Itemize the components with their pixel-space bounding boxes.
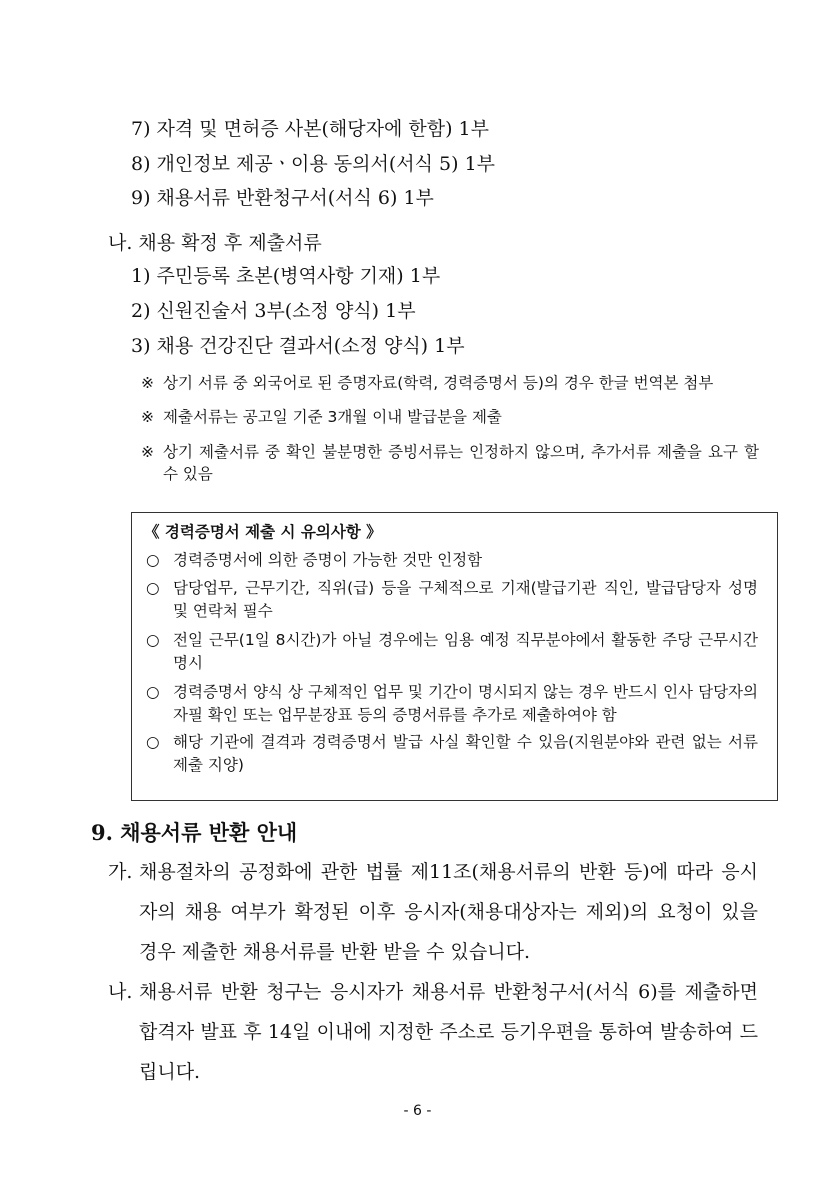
caution-box-title: 《 경력증명서 제출 시 유의사항 》 (144, 523, 382, 541)
paragraph-label-ga: 가. (108, 861, 133, 883)
paragraph-na-text: 채용서류 반환 청구는 응시자가 채용서류 반환청구서(서식 6)를 제출하면 합격자 발표 후 14일 이내에 지정한 주소로 등기우편을 통하여 발송하여 드립니다. (139, 981, 758, 1083)
caution-item-3 (146, 629, 758, 675)
note-1 (141, 372, 759, 394)
caution-item-2 (146, 577, 758, 623)
page-number: - 6 - (403, 1103, 432, 1119)
note-2 (141, 406, 759, 428)
section-9-paragraph-ga (108, 852, 758, 972)
circle-bullet-icon: ○ (146, 579, 160, 597)
caution-item-3-text: 전일 근무(1일 8시간)가 아닐 경우에는 임용 예정 직무분야에서 활동한 주당 근무시간 명시 (173, 631, 758, 672)
section-9-heading: 9. 채용서류 반환 안내 (91, 820, 298, 845)
list-item-8: 8) 개인정보 제공ㆍ이용 동의서(서식 5) 1부 (131, 153, 496, 175)
caution-item-2-text: 담당업무, 근무기간, 직위(급) 등을 구체적으로 기재(발급기관 직인, 발급담당자 성명 및 연락처 필수 (173, 579, 758, 620)
caution-item-1 (146, 549, 758, 572)
list-item-7: 7) 자격 및 면허증 사본(해당자에 한함) 1부 (131, 118, 489, 140)
reference-mark-icon: ※ (141, 408, 154, 426)
reference-mark-icon: ※ (141, 374, 154, 392)
note-3 (141, 441, 759, 485)
caution-item-1-text: 경력증명서에 의한 증명이 가능한 것만 인정함 (173, 551, 483, 569)
reference-mark-icon: ※ (141, 443, 154, 461)
caution-item-5 (146, 731, 758, 777)
caution-item-4 (146, 681, 758, 727)
list-item-na-1: 1) 주민등록 초본(병역사항 기재) 1부 (131, 265, 441, 287)
circle-bullet-icon: ○ (146, 551, 160, 569)
circle-bullet-icon: ○ (146, 683, 160, 701)
career-certificate-caution-box (131, 512, 778, 801)
note-2-text: 제출서류는 공고일 기준 3개월 이내 발급분을 제출 (163, 408, 502, 426)
paragraph-label-na: 나. (108, 981, 133, 1003)
caution-item-5-text: 해당 기관에 결격과 경력증명서 발급 사실 확인할 수 있음(지원분야와 관련 없는 서류 제출 지양) (173, 733, 758, 774)
list-item-na-3: 3) 채용 건강진단 결과서(소정 양식) 1부 (131, 335, 465, 357)
note-3-text: 상기 제출서류 중 확인 불분명한 증빙서류는 인정하지 않으며, 추가서류 제출을 요구 할 수 있음 (163, 443, 759, 483)
subsection-heading-na: 나. 채용 확정 후 제출서류 (108, 232, 322, 254)
list-item-na-2: 2) 신원진술서 3부(소정 양식) 1부 (131, 300, 416, 322)
note-1-text: 상기 서류 중 외국어로 된 증명자료(학력, 경력증명서 등)의 경우 한글 번역본 첨부 (163, 374, 714, 392)
paragraph-ga-text: 채용절차의 공정화에 관한 법률 제11조(채용서류의 반환 등)에 따라 응시자의 채용 여부가 확정된 이후 응시자(채용대상자는 제외)의 요청이 있을 경우 제출한 채용서류를 반환 받을 수 있습니다. (139, 861, 758, 963)
circle-bullet-icon: ○ (146, 631, 160, 649)
circle-bullet-icon: ○ (146, 733, 160, 751)
list-item-9: 9) 채용서류 반환청구서(서식 6) 1부 (131, 187, 434, 209)
caution-item-4-text: 경력증명서 양식 상 구체적인 업무 및 기간이 명시되지 않는 경우 반드시 인사 담당자의 자필 확인 또는 업무분장표 등의 증명서류를 추가로 제출하여야 함 (173, 683, 758, 724)
section-9-paragraph-na (108, 972, 758, 1092)
